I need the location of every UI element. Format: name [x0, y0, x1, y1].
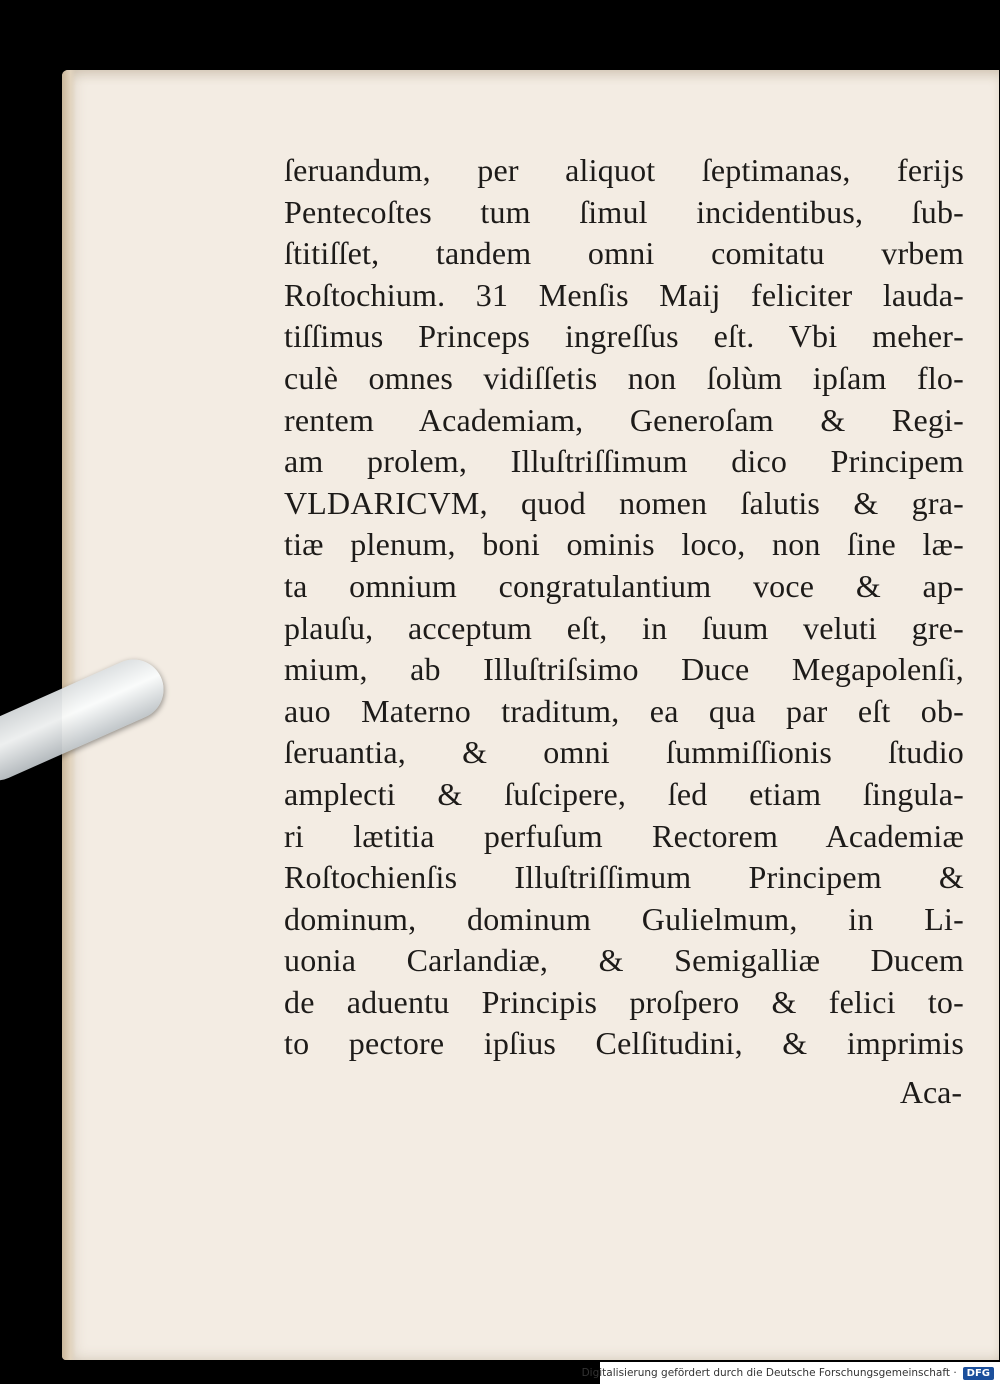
- text-line: Roſtochium. 31 Menſis Maij feliciter lauda‑: [284, 276, 964, 313]
- text-line: de aduentu Principis proſpero & felici to‑: [284, 983, 964, 1020]
- text-line: rentem Academiam, Generoſam & Regi‑: [284, 401, 964, 438]
- text-line: to pectore ipſius Celſitudini, & imprimis: [284, 1025, 964, 1062]
- text-line: VLDARICVM, quod nomen ſalutis & gra‑: [284, 484, 964, 521]
- text-line: culè omnes vidiſſetis non ſolùm ipſam flo‑: [284, 359, 964, 396]
- dfg-logo: DFG: [963, 1367, 994, 1380]
- text-line: tiæ plenum, boni ominis loco, non ſine læ‑: [284, 526, 964, 563]
- text-line: uonia Carlandiæ, & Semigalliæ Ducem: [284, 942, 964, 979]
- text-line: auo Materno traditum, ea qua par eſt ob‑: [284, 692, 964, 729]
- text-line: am prolem, Illuſtriſſimum dico Principem: [284, 443, 964, 480]
- text-line: ſeruantia, & omni ſummiſſionis ſtudio: [284, 734, 964, 771]
- text-line: ſtitiſſet, tandem omni comitatu vrbem: [284, 235, 964, 272]
- text-line: Roſtochienſis Illuſtriſſimum Principem &: [284, 859, 964, 896]
- text-line: mium, ab Illuſtriſsimo Duce Megapolenſi,: [284, 651, 964, 688]
- text-block: [284, 150, 964, 1065]
- text-line: ſeruandum, per aliquot ſeptimanas, ferijs: [284, 152, 964, 188]
- text-line: ri lætitia perfuſum Rectorem Academiæ: [284, 817, 964, 854]
- text-line: tiſſimus Princeps ingreſſus eſt. Vbi meher‑: [284, 318, 964, 355]
- text-line: dominum, dominum Gulielmum, in Li‑: [284, 900, 964, 937]
- footer-credit: Digitalisierung gefördert durch die Deutsche Forschungsgemeinschaft ·: [581, 1367, 957, 1379]
- footer-bar: [581, 1362, 1000, 1384]
- text-line: amplecti & ſuſcipere, ſed etiam ſingula‑: [284, 775, 964, 812]
- text-line: plauſu, acceptum eſt, in ſuum veluti gre‑: [284, 609, 964, 646]
- text-line: Pentecoſtes tum ſimul incidentibus, ſub‑: [284, 193, 964, 230]
- text-line: ta omnium congratulantium voce & ap‑: [284, 567, 964, 604]
- catchword: Aca‑: [899, 1074, 962, 1110]
